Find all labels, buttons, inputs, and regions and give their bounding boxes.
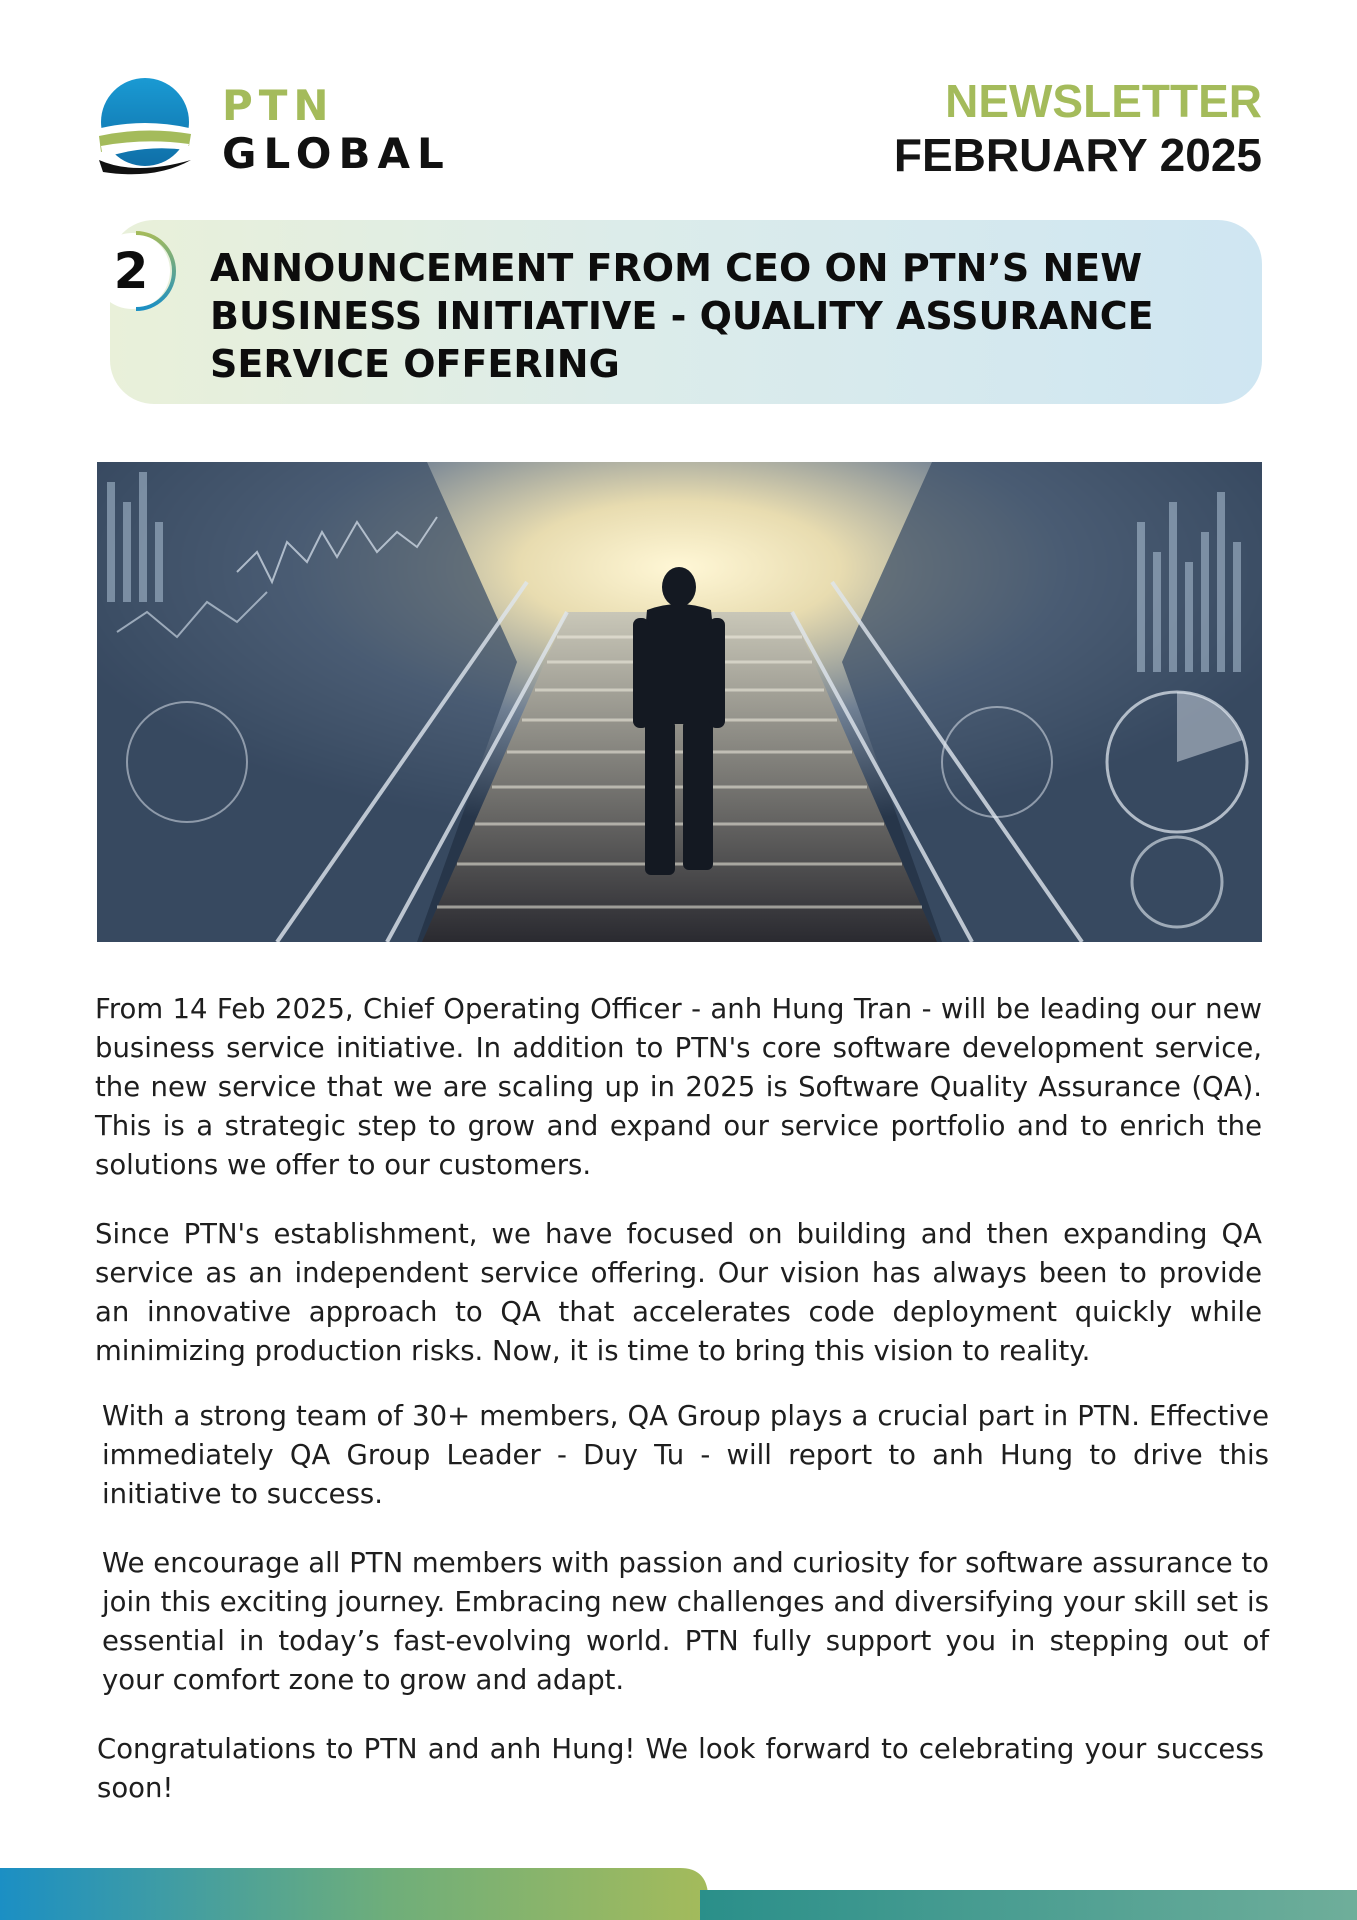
- newsletter-issue: [894, 74, 1262, 182]
- paragraph-4: We encourage all PTN members with passion and curiosity for software assurance to join this exciting journey. Embracing new challenges and diversifying your skill set is essential in today’s fast-evolving world. PTN fully support you in stepping out of your comfort zone to grow and adapt.: [102, 1547, 1269, 1696]
- logo-line-global: GLOBAL: [222, 129, 451, 178]
- businessman-climbing-stairs-image: [97, 462, 1262, 942]
- hero-image: [97, 462, 1262, 942]
- section-title: ANNOUNCEMENT FROM CEO ON PTN’S NEW BUSINESS INITIATIVE - QUALITY ASSURANCE SERVICE OFFERING: [210, 246, 1154, 386]
- logo-wordmark: [222, 82, 451, 178]
- footer-gradient-bar: [0, 1868, 1357, 1920]
- section-number-badge: [96, 228, 182, 314]
- issue-date: FEBRUARY 2025: [893, 129, 1262, 181]
- paragraph-1: From 14 Feb 2025, Chief Operating Officer - anh Hung Tran - will be leading our new business service initiative. In addition to PTN's core software development service, the new service that we are scaling up in 2025 is Software Quality Assurance (QA). This is a strategic step to grow and expand our service portfolio and to enrich the solutions we offer to our customers.: [95, 993, 1262, 1181]
- paragraph-5: Congratulations to PTN and anh Hung! We look forward to celebrating your success soon!: [97, 1733, 1264, 1804]
- globe-logo-icon: [95, 76, 195, 186]
- newsletter-kicker: NEWSLETTER: [945, 75, 1262, 127]
- logo-line-ptn: PTN: [222, 81, 335, 130]
- paragraph-3: With a strong team of 30+ members, QA Group plays a crucial part in PTN. Effective immediately QA Group Leader - Duy Tu - will report to anh Hung to drive this initiative to success.: [102, 1400, 1269, 1510]
- paragraph-2: Since PTN's establishment, we have focused on building and then expanding QA service as an independent service offering. Our vision has always been to provide an innovative approach to QA that accelerates code deployment quickly while minimizing production risks. Now, it is time to bring this vision to reality.: [95, 1218, 1262, 1367]
- ptn-global-logo: [95, 76, 451, 186]
- section-number: 2: [113, 242, 149, 300]
